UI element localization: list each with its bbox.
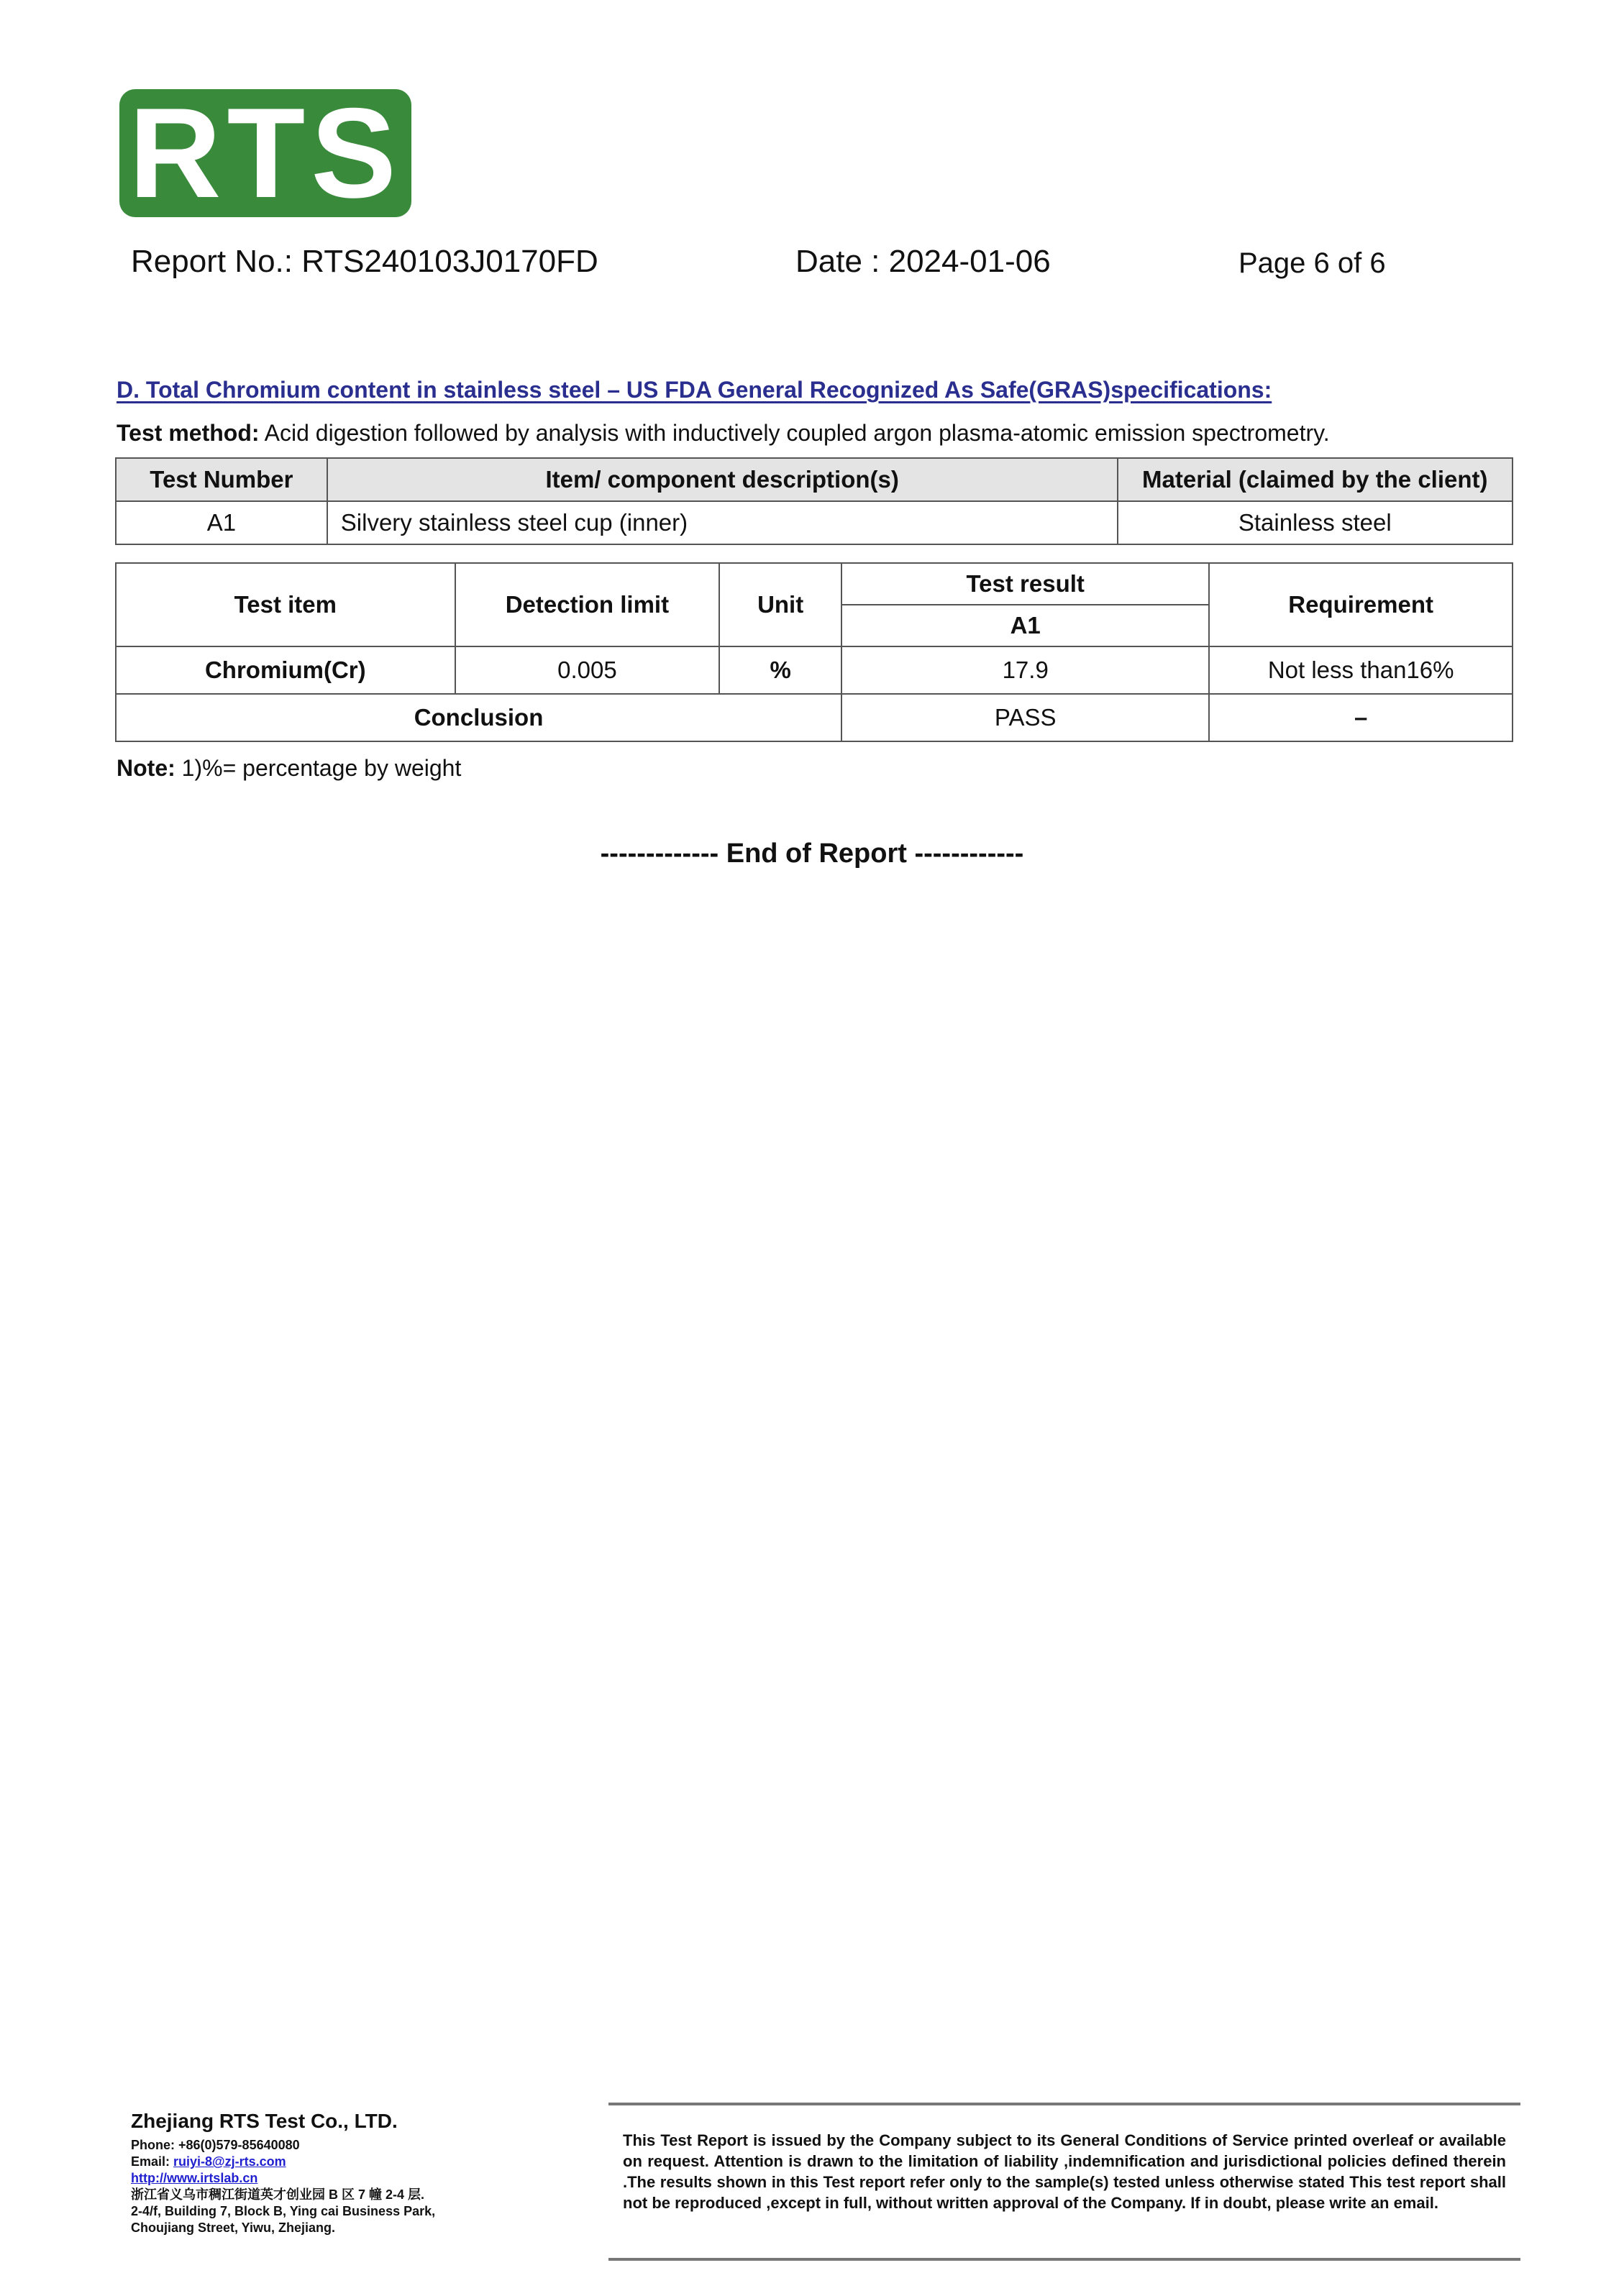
page-indicator: Page 6 of 6 (1238, 247, 1386, 279)
table-row (116, 501, 1513, 544)
note-text: 1)%= percentage by weight (175, 755, 462, 781)
report-number: Report No.: RTS240103J0170FD (131, 244, 598, 279)
cell-result: 17.9 (841, 646, 1209, 694)
address-chinese: 浙江省义乌市稠江街道英才创业园 B 区 7 幢 2-4 层. (131, 2187, 425, 2202)
conclusion-label: Conclusion (116, 694, 841, 741)
header-requirement: Requirement (1209, 563, 1513, 646)
note (117, 755, 461, 782)
address-english-2: Choujiang Street, Yiwu, Zhejiang. (131, 2220, 336, 2235)
test-method-text: Acid digestion followed by analysis with inductively coupled argon plasma-atomic emission spectrometry. (259, 420, 1330, 446)
footer-divider-bottom (608, 2258, 1520, 2261)
footer-divider-top (608, 2103, 1520, 2105)
cell-unit: % (719, 646, 841, 694)
cell-material: Stainless steel (1118, 501, 1513, 544)
disclaimer: This Test Report is issued by the Company subject to its General Conditions of Service printed overleaf or available on request. Attention is drawn to the limitation of liability ,indemnification and jurisdictional policies defined therein .The results shown in this Test report refer only to the sample(s) tested unless otherwise stated This test report shall not be reproduced ,except in full, without written approval of the Company. If in doubt, please write an email. (623, 2131, 1506, 2212)
header-detection-limit: Detection limit (455, 563, 720, 646)
email-link[interactable]: ruiyi-8@zj-rts.com (173, 2154, 286, 2169)
company-email-line (131, 2154, 435, 2170)
company-phone: Phone: +86(0)579-85640080 (131, 2138, 300, 2152)
conclusion-row (116, 694, 1513, 741)
test-method-label: Test method: (117, 420, 260, 446)
header-unit: Unit (719, 563, 841, 646)
header-test-item: Test item (116, 563, 455, 646)
rts-logo (119, 81, 411, 224)
header-item-description: Item/ component description(s) (327, 458, 1118, 501)
cell-test-number: A1 (116, 501, 327, 544)
cell-test-item: Chromium(Cr) (116, 646, 455, 694)
section-title: D. Total Chromium content in stainless steel – US FDA General Recognized As Safe(GRAS)specifications: (117, 377, 1272, 403)
sample-table (115, 457, 1513, 545)
result-table-header (116, 563, 1513, 605)
conclusion-result: PASS (841, 694, 1209, 741)
cell-description: Silvery stainless steel cup (inner) (327, 501, 1118, 544)
address-english-1: 2-4/f, Building 7, Block B, Ying cai Business Park, (131, 2204, 436, 2218)
report-date: Date : 2024-01-06 (795, 244, 1051, 279)
header-test-number: Test Number (116, 458, 327, 501)
cell-requirement: Not less than16% (1209, 646, 1513, 694)
end-of-report: ------------- End of Report ------------ (600, 838, 1024, 869)
conclusion-requirement: – (1209, 694, 1513, 741)
cell-detection-limit: 0.005 (455, 646, 720, 694)
email-label: Email: (131, 2154, 174, 2169)
header-sample-a1: A1 (841, 605, 1209, 646)
note-label: Note: (117, 755, 175, 781)
table-row (116, 646, 1513, 694)
company-name: Zhejiang RTS Test Co., LTD. (131, 2110, 398, 2132)
test-method (117, 420, 1330, 447)
logo-text: RTS (129, 81, 402, 224)
header-test-result: Test result (841, 563, 1209, 605)
header-material: Material (claimed by the client) (1118, 458, 1513, 501)
sample-table-header (116, 458, 1513, 501)
company-contact (131, 2137, 435, 2236)
website-link[interactable]: http://www.irtslab.cn (131, 2171, 258, 2185)
result-table (115, 562, 1513, 742)
